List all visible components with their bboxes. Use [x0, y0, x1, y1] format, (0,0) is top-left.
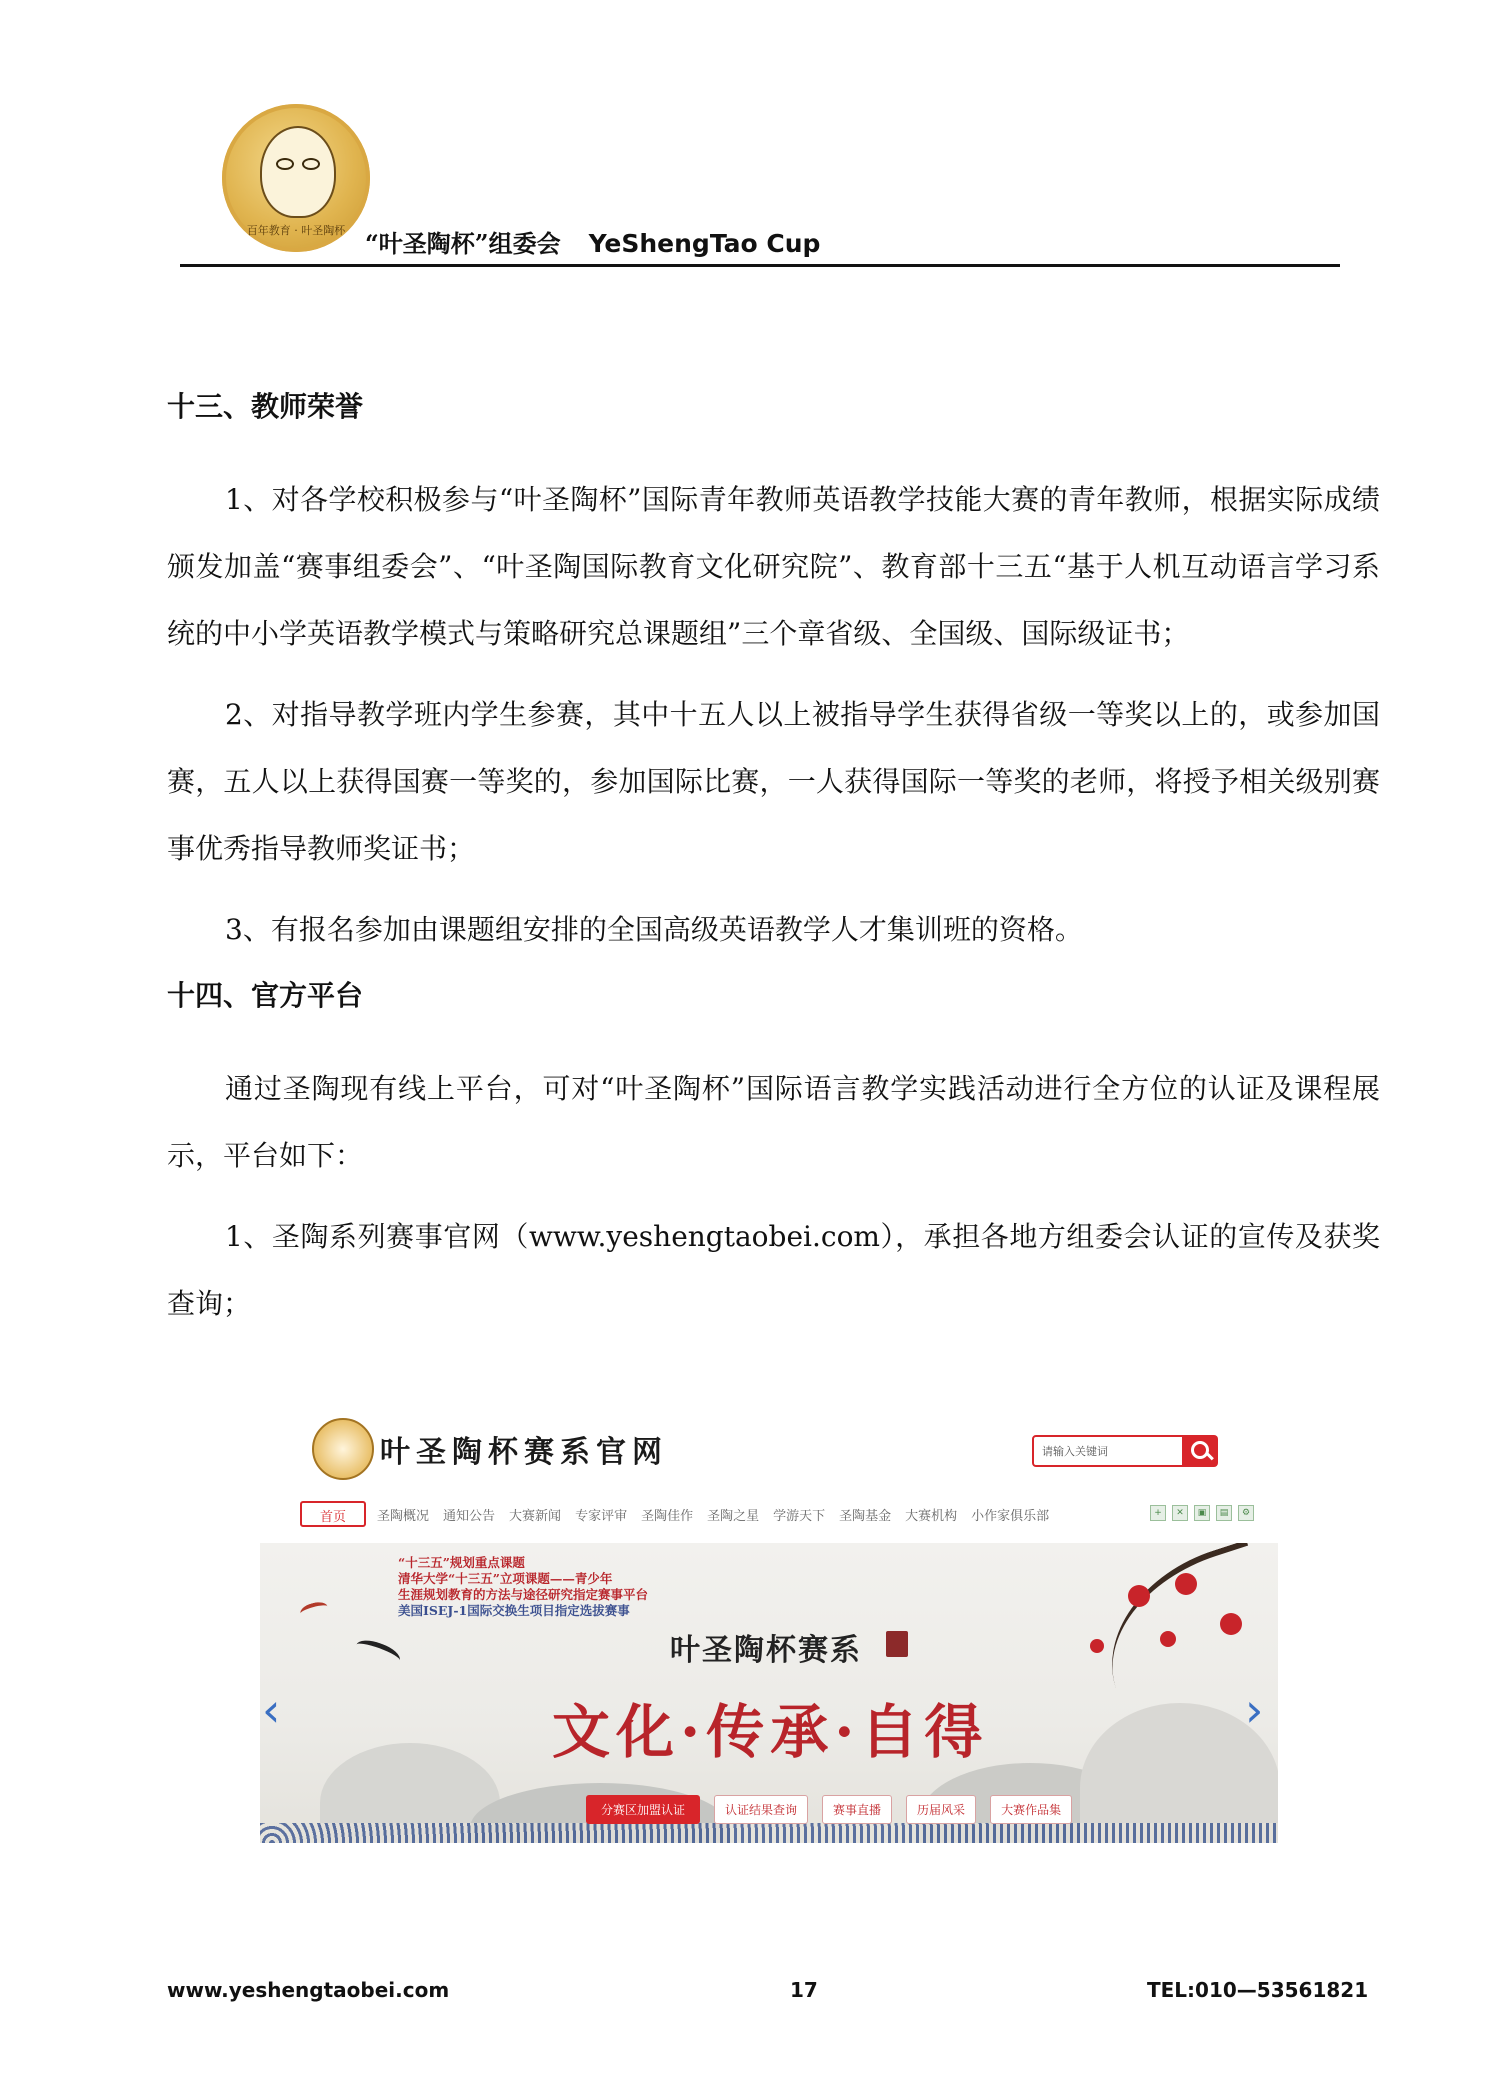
qq-icon[interactable]: ▣ — [1194, 1505, 1210, 1521]
site-logo — [312, 1418, 374, 1480]
past-highlights-button[interactable]: 历届风采 — [906, 1795, 976, 1824]
section-14-title: 十四、官方平台 — [167, 979, 364, 1012]
nav-item-works[interactable]: 圣陶佳作 — [641, 1509, 694, 1524]
banner-red-line: 清华大学“十三五”立项课题——青少年 — [398, 1571, 613, 1586]
cloud-pattern-border — [260, 1823, 1278, 1843]
nav-item-notices[interactable]: 通知公告 — [443, 1509, 496, 1524]
share-icon[interactable]: + — [1150, 1505, 1166, 1521]
bird-icon — [299, 1600, 330, 1621]
works-collection-button[interactable]: 大赛作品集 — [990, 1795, 1072, 1824]
search-icon[interactable] — [1182, 1435, 1218, 1467]
search-placeholder: 请输入关键词 — [1042, 1445, 1108, 1458]
swallow-icon — [353, 1636, 403, 1670]
section-13-paragraph-2: 2、对指导教学班内学生参赛，其中十五人以上被指导学生获得省级一等奖以上的，或参加国赛，五人以上获得国赛一等奖的，参加国际比赛，一人获得国际一等奖的老师，将授予相关级别赛事优秀指导教师奖证书； — [167, 698, 1380, 865]
plum-blossom-icon — [1128, 1585, 1150, 1607]
seal-stamp-icon — [886, 1631, 908, 1657]
nav-item-news[interactable]: 大赛新闻 — [509, 1509, 562, 1524]
search-input[interactable] — [1032, 1435, 1184, 1467]
banner-blue-line: 美国ISEJ-1国际交换生项目指定选拔赛事 — [398, 1603, 630, 1618]
section-14-paragraph-2: 1、圣陶系列赛事官网（www.yeshengtaobei.com），承担各地方组委会认证的宣传及获奖查询； — [167, 1220, 1380, 1320]
plum-blossom-icon — [1160, 1631, 1176, 1647]
nav-item-stars[interactable]: 圣陶之星 — [707, 1509, 760, 1524]
nav-item-experts[interactable]: 专家评审 — [575, 1509, 628, 1524]
nav-item-overview[interactable]: 圣陶概况 — [377, 1509, 430, 1524]
banner-subtitle: 叶圣陶杯赛系 — [670, 1633, 862, 1668]
carousel-prev-icon[interactable]: ‹ — [262, 1683, 281, 1737]
banner-buttons — [586, 1795, 1072, 1824]
social-icons — [1150, 1505, 1254, 1521]
nav-item-fund[interactable]: 圣陶基金 — [839, 1509, 892, 1524]
certification-query-button[interactable]: 认证结果查询 — [714, 1795, 808, 1824]
live-stream-button[interactable]: 赛事直播 — [822, 1795, 892, 1824]
weibo-icon[interactable]: ▤ — [1216, 1505, 1232, 1521]
section-13-paragraph-1: 1、对各学校积极参与“叶圣陶杯”国际青年教师英语教学技能大赛的青年教师，根据实际成绩颁发加盖“赛事组委会”、“叶圣陶国际教育文化研究院”、教育部十三五“基于人机互动语言学习系统的中小学英语教学模式与策略研究总课题组”三个章省级、全国级、国际级证书； — [167, 483, 1380, 650]
header-title — [365, 224, 820, 259]
section-14-paragraph-1: 通过圣陶现有线上平台，可对“叶圣陶杯”国际语言教学实践活动进行全方位的认证及课程展示，平台如下： — [167, 1072, 1380, 1172]
section-13-title: 十三、教师荣誉 — [167, 390, 364, 423]
plum-blossom-icon — [1090, 1639, 1104, 1653]
nav-item-org[interactable]: 大赛机构 — [905, 1509, 958, 1524]
footer-website: www.yeshengtaobei.com — [167, 1978, 450, 2002]
banner-red-line: “十三五”规划重点课题 — [398, 1555, 525, 1570]
nav-item-travel[interactable]: 学游天下 — [773, 1509, 826, 1524]
carousel-next-icon[interactable]: › — [1245, 1683, 1264, 1737]
section-13-paragraph-3: 3、有报名参加由课题组安排的全国高级英语教学人才集训班的资格。 — [225, 913, 1083, 946]
site-title: 叶圣陶杯赛系官网 — [380, 1435, 668, 1470]
page-number: 17 — [790, 1978, 818, 2002]
franchise-certification-button[interactable]: 分赛区加盟认证 — [586, 1795, 700, 1824]
banner-red-line: 生涯规划教育的方法与途径研究指定赛事平台 — [398, 1587, 649, 1602]
footer-tel: TEL:010—53561821 — [1147, 1978, 1369, 2002]
nav-item-club[interactable]: 小作家俱乐部 — [971, 1509, 1050, 1524]
banner-slogan: 文化·传承·自得 — [552, 1698, 989, 1766]
organizer-logo — [222, 104, 370, 252]
header-divider — [180, 264, 1340, 267]
portrait-icon — [260, 126, 336, 218]
website-screenshot — [260, 1405, 1278, 1843]
banner-project-lines — [398, 1555, 648, 1603]
plum-blossom-icon — [1175, 1573, 1197, 1595]
logo-ring-text: 百年教育 · 叶圣陶杯 — [246, 224, 346, 237]
settings-icon[interactable]: ⚙ — [1238, 1505, 1254, 1521]
nav-item-home[interactable]: 首页 — [300, 1501, 366, 1527]
document-body — [167, 385, 1380, 1351]
expand-icon[interactable]: ✕ — [1172, 1505, 1188, 1521]
hero-banner — [260, 1543, 1278, 1843]
header-title-cn: “叶圣陶杯”组委会 — [365, 229, 561, 258]
plum-blossom-icon — [1220, 1613, 1242, 1635]
site-nav — [300, 1501, 1056, 1527]
header-title-en: YeShengTao Cup — [588, 229, 821, 258]
